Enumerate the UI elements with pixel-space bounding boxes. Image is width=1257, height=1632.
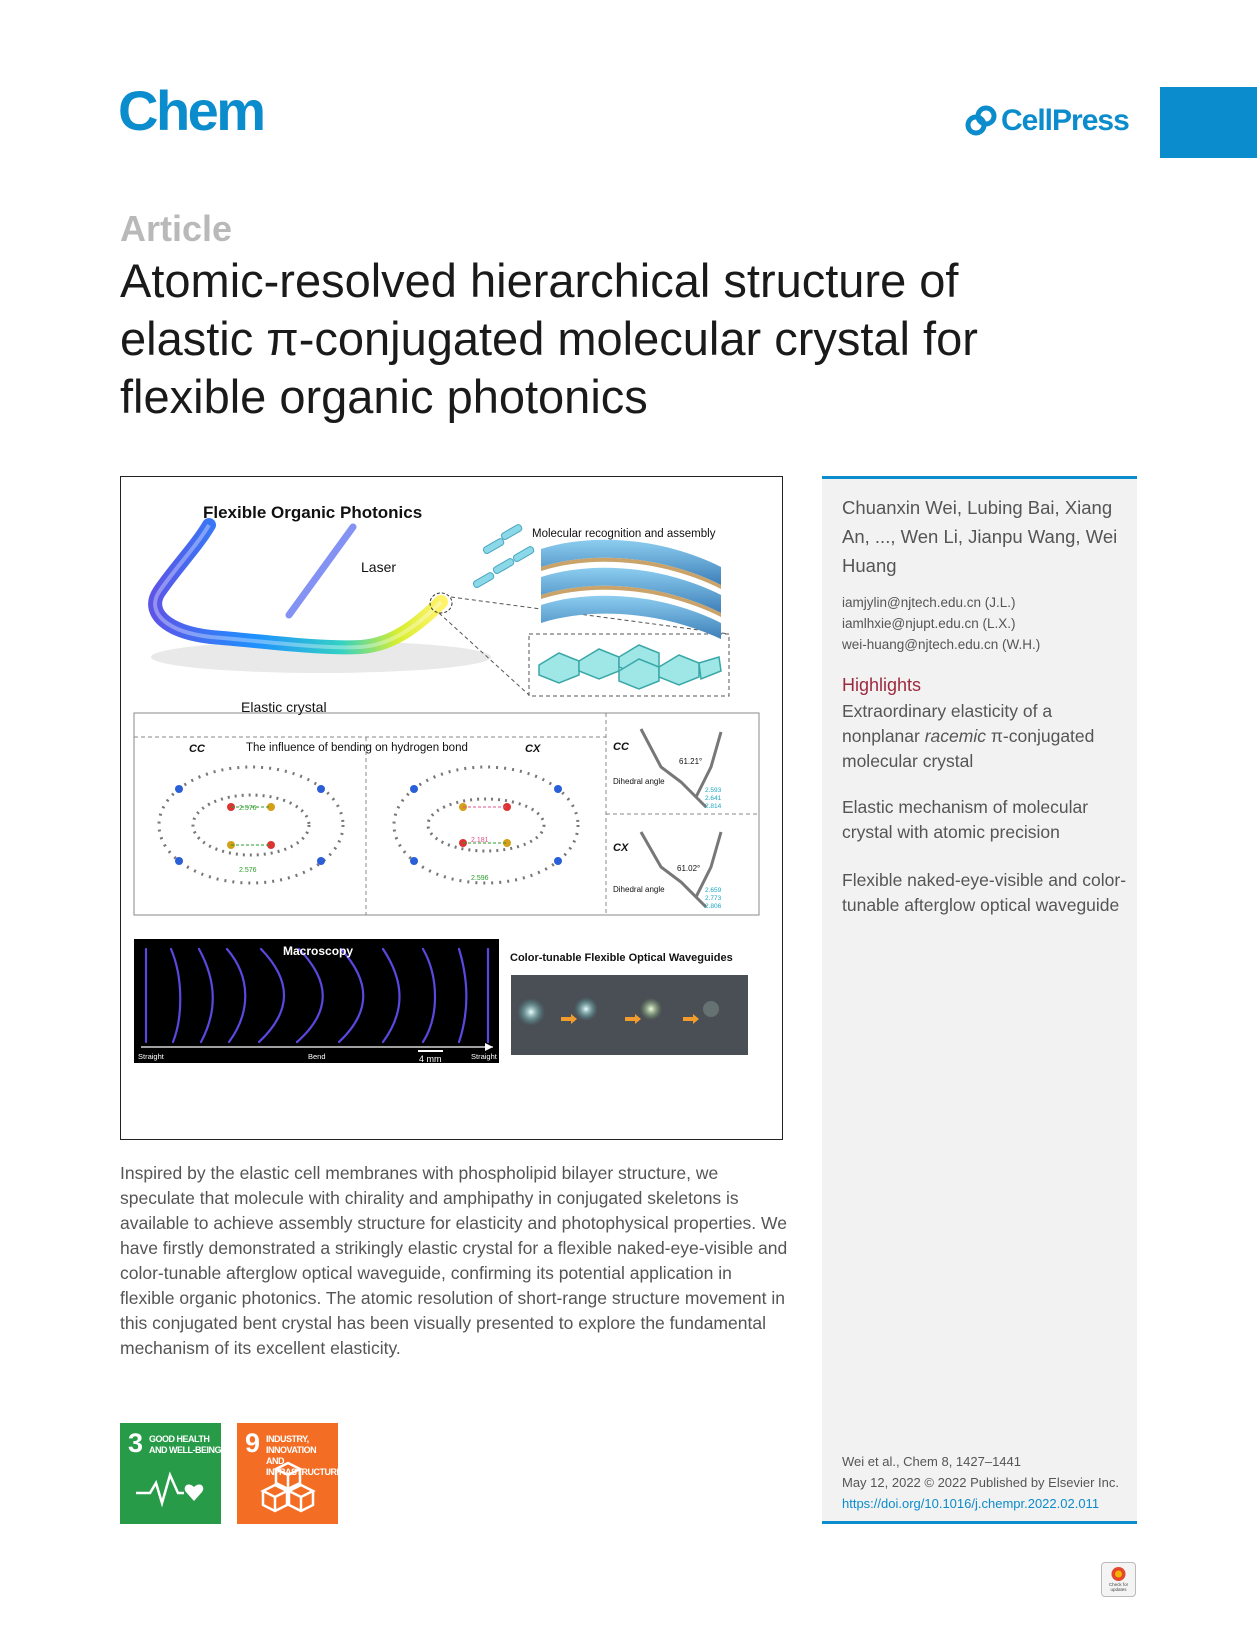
cx-label: CX bbox=[525, 743, 541, 755]
title-line-3: flexible organic photonics bbox=[120, 370, 648, 423]
hbond-cc-2: 2.576 bbox=[239, 867, 257, 874]
hbond-caption: The influence of bending on hydrogen bond bbox=[246, 742, 468, 754]
citation-line-2: May 12, 2022 © 2022 Published by Elsevier Inc. bbox=[842, 1475, 1119, 1490]
dist-cc bbox=[705, 787, 721, 811]
ga-heading: Flexible Organic Photonics bbox=[203, 503, 423, 522]
dist-cc-1: 2.593 bbox=[705, 787, 722, 794]
crystal-label: Elastic crystal bbox=[241, 699, 327, 715]
sdg-3-text bbox=[149, 1434, 221, 1456]
macroscopy-label: Macroscopy bbox=[283, 944, 354, 958]
sdg-3-number: 3 bbox=[128, 1428, 144, 1458]
sdg-3-line-1: GOOD HEALTH bbox=[149, 1434, 210, 1444]
title-line-2: elastic π-conjugated molecular crystal for bbox=[120, 312, 978, 365]
email-list bbox=[842, 592, 1040, 655]
laser-label: Laser bbox=[361, 559, 397, 575]
angle-cc: 61.21° bbox=[679, 757, 703, 766]
dist-cc-3: 2.814 bbox=[705, 803, 722, 810]
heartbeat-icon bbox=[132, 1471, 212, 1511]
dist-cc-2: 2.641 bbox=[705, 795, 722, 802]
cc-label: CC bbox=[189, 743, 205, 755]
cellpress-icon bbox=[965, 105, 997, 137]
check-updates-text bbox=[1102, 1582, 1135, 1592]
dist-cx-3: 2.806 bbox=[705, 903, 722, 910]
citation bbox=[842, 1451, 1119, 1514]
check-for-updates-button[interactable] bbox=[1101, 1562, 1136, 1597]
sdg-3-line-2: AND WELL-BEING bbox=[149, 1445, 221, 1455]
cubes-icon bbox=[259, 1459, 317, 1517]
abstract-text: Inspired by the elastic cell membranes with phospholipid bilayer structure, we speculate that molecule with chirality and amphipathy in conjugated skeletons is available to achieve assembly structure for elasticity and photophysical properties. We have firstly demonstrated a strikingly elastic crystal for a flexible naked-eye-visible and color-tunable afterglow optical waveguide, confirming its potential application in flexible organic photonics. The atomic resolution of short-range structure movement in this conjugated bent crystal has been visually presented to explore the fundamental mechanism of its excellent elasticity. bbox=[120, 1163, 788, 1358]
sdg-badge-9 bbox=[237, 1423, 342, 1524]
assembly-label: Molecular recognition and assembly bbox=[532, 528, 716, 540]
dihedral-cc: Dihedral angle bbox=[613, 777, 665, 786]
angle-cx: 61.02° bbox=[677, 864, 701, 873]
sdg-9-number: 9 bbox=[245, 1428, 261, 1458]
layered-assembly bbox=[541, 540, 721, 639]
hbond-cx-1: 2.181 bbox=[471, 837, 489, 844]
dist-cx-1: 2.659 bbox=[705, 887, 722, 894]
highlight-1-em: racemic bbox=[924, 726, 986, 746]
highlight-1-part-b: π-conjugated molecular crystal bbox=[842, 726, 1095, 771]
title-line-1: Atomic-resolved hierarchical structure of bbox=[120, 254, 959, 307]
article-title bbox=[120, 252, 1060, 426]
check-updates-line-1: Check for bbox=[1108, 1582, 1129, 1587]
email-link[interactable]: iamlhxie@njupt.edu.cn (L.X.) bbox=[842, 616, 1016, 631]
scale-label: 4 mm bbox=[419, 1054, 442, 1064]
highlight-3: Flexible naked-eye-visible and color-tunable afterglow optical waveguide bbox=[842, 870, 1127, 915]
highlight-2: Elastic mechanism of molecular crystal with atomic precision bbox=[842, 797, 1089, 842]
email-link[interactable]: wei-huang@njtech.edu.cn (W.H.) bbox=[842, 637, 1041, 652]
cx-dihedral-label: CX bbox=[613, 842, 629, 854]
author-list: Chuanxin Wei, Lubing Bai, Xiang An, ..., Wen Li, Jianpu Wang, Wei Huang bbox=[842, 497, 1118, 576]
sdg-badge-3 bbox=[120, 1423, 221, 1524]
dist-cx bbox=[705, 887, 721, 911]
dihedral-cx: Dihedral angle bbox=[613, 885, 665, 894]
waveguide-title: Color-tunable Flexible Optical Waveguides bbox=[510, 952, 733, 964]
cellpress-logo bbox=[965, 104, 1129, 138]
publisher-name: CellPress bbox=[1001, 104, 1129, 137]
graphical-abstract-art bbox=[121, 477, 784, 1141]
bend-label: Bend bbox=[308, 1052, 326, 1061]
check-updates-line-2: updates bbox=[1110, 1587, 1127, 1592]
sdg-9-line-2: AND INFRASTRUCTURE bbox=[266, 1456, 342, 1477]
sidebar bbox=[822, 476, 1137, 1524]
hbond-cc-1: 2.576 bbox=[239, 805, 257, 812]
straight-left: Straight bbox=[138, 1052, 164, 1061]
journal-logo: Chem bbox=[118, 79, 264, 142]
doi-link[interactable]: https://doi.org/10.1016/j.chempr.2022.02.011 bbox=[842, 1496, 1100, 1511]
cc-dihedral-label: CC bbox=[613, 741, 629, 753]
graphical-abstract bbox=[120, 476, 783, 1140]
highlights-heading: Highlights bbox=[842, 675, 922, 695]
highlight-1 bbox=[842, 699, 1127, 774]
highlight-1-part-a: Extraordinary elasticity of a nonplanar bbox=[842, 701, 1053, 746]
laser-beam bbox=[289, 527, 353, 615]
corner-tab bbox=[1160, 87, 1257, 158]
straight-right: Straight bbox=[471, 1052, 497, 1061]
email-link[interactable]: iamjylin@njtech.edu.cn (J.L.) bbox=[842, 595, 1016, 610]
citation-line-1: Wei et al., Chem 8, 1427–1441 bbox=[842, 1454, 1021, 1469]
sdg-9-line-1: INDUSTRY, INNOVATION bbox=[266, 1434, 317, 1455]
article-type: Article bbox=[120, 208, 233, 249]
hbond-cx-2: 2.596 bbox=[471, 875, 489, 882]
dist-cx-2: 2.773 bbox=[705, 895, 722, 902]
